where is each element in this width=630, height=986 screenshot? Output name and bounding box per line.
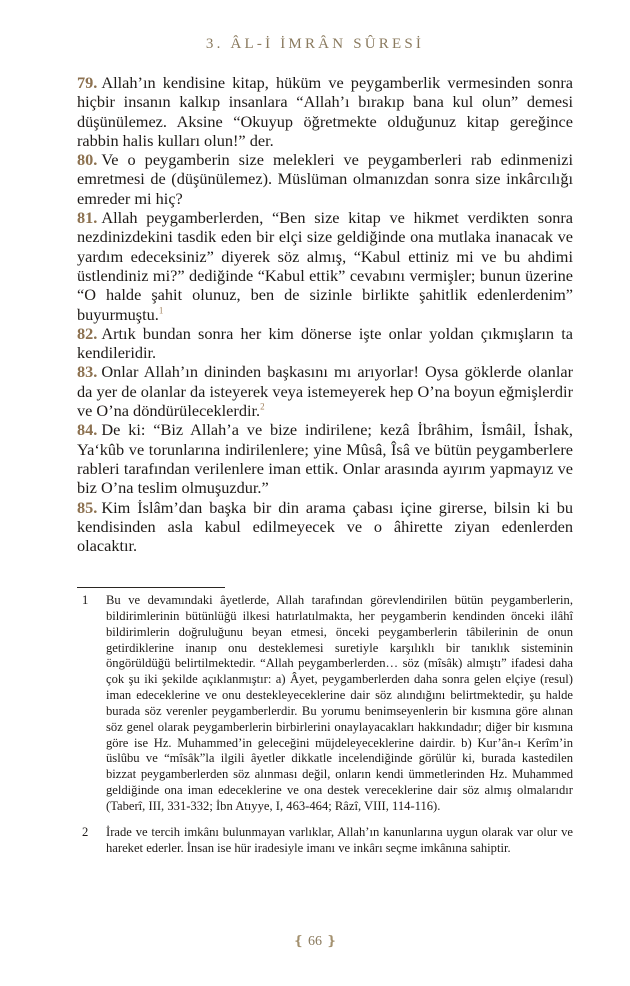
verse-text: De ki: “Biz Allah’a ve bize indirilene; kezâ İbrâhim, İsmâil, İshak, Ya‘kûb ve torunlarına indirilenlere; yine Mûsâ, Îsâ ve bütün peygamberlere rableri tarafından verilenlere iman ettik. Onlar arasında ayırım yapmayız ve biz O’na teslim olmuşuzdur.”	[77, 420, 573, 498]
verse-text: Allah’ın kendisine kitap, hüküm ve peygamberlik vermesinden sonra hiçbir insanın kalkıp insanlara “Allah’ı bırakıp bana kul olun” demesi düşünülemez. Aksine “Okuyup öğretmekte olduğunuz kitap gereğince rabbin halis kulları olun!” der.	[77, 73, 573, 150]
verse-number: 84.	[77, 420, 98, 440]
page-number-value: 66	[308, 934, 322, 949]
running-header: 3. ÂL-İ İMRÂN SÛRESİ	[205, 36, 425, 52]
verse-85	[77, 498, 573, 556]
footnote-text: Bu ve devamındaki âyetlerde, Allah tarafından görevlendirilen bütün peygamberlerin, bildirimlerinin bütünlüğü ilkesi hatırlatılmakta, her peygamberin kendinden önceki ilâhî bildirimlerin doğruluğunu beyan etmesi, önceki peygamberlerin tâbilerinin de onun getirdiklerine inanıp onu desteklemesi suretiyle karşılıklı bir tanıklık sisteminin öngörüldüğü belirtilmektedir. “Allah peygamberlerden… söz (mîsâk) almıştı” ifadesi daha çok şu iki şekilde açıklanmıştır: a) Âyet, peygamberlerden daha sonra gelen elçiye (resul) iman edeceklerine ve onu destekleyeceklerine dair söz alındığını belirtmektedir, şu halde burada söz verenler peygamberlerdir. Bu yorumu benimseyenlerin bir kısmına göre alınan söz genel olarak peygamberlerin birbirlerini onaylayacakları hakkındadır; diğer bir kısmına göre ise Hz. Muhammed’in geleceğini müjdeleyeceklerine dairdir. b) Kur’ân-ı Kerîm’in üslûbu ve “mîsâk”la ilgili âyetler dikkatle incelendiğinde görülür ki, burada kastedilen bizzat peygamberlerden söz alınması değil, onların kendi ümmetlerinden Hz. Muhammed geldiğinde ona iman edeceklerine ve ona destek vereceklerine dair söz almış olmalarıdır (Taberî, III, 331-332; İbn Atıyye, I, 463-464; Râzî, VIII, 114-116).	[106, 593, 573, 813]
verse-text: Artık bundan sonra her kim dönerse işte onlar yoldan çıkmışların ta kendileridir.	[77, 323, 573, 363]
verse-82	[77, 324, 573, 363]
left-ornament-icon: ❴	[293, 933, 304, 948]
page-number	[0, 933, 630, 950]
footnote-divider	[77, 587, 225, 588]
verse-number: 81.	[77, 208, 98, 228]
footnote-2	[77, 825, 573, 857]
verse-83	[77, 362, 573, 420]
verse-number: 82.	[77, 323, 98, 343]
verse-text: Kim İslâm’dan başka bir din arama çabası içine girerse, bilsin ki bu kendisinden asla kabul edilmeyecek ve o âhirette ziyan edenlerden olacaktır.	[77, 497, 573, 556]
verse-number: 85.	[77, 497, 98, 517]
verse-number: 83.	[77, 362, 98, 382]
footnote-ref-1[interactable]: 1	[158, 305, 164, 316]
verse-list	[77, 73, 573, 555]
verse-text: Onlar Allah’ın dininden başkasını mı arıyorlar! Oysa göklerde olanlar da yer de olanlar da isteyerek veya istemeyerek hep O’na boyun eğmişlerdir ve O’na döndürüleceklerdir.	[77, 362, 573, 421]
verse-text: Ve o peygamberin size melekleri ve peygamberleri rab edinmenizi emretmesi de (düşünülemez). Müslüman olmanızdan sonra size inkârcılığı emreder mi hiç?	[77, 150, 573, 208]
verse-81	[77, 208, 573, 324]
footnote-1	[77, 593, 573, 815]
verse-80	[77, 150, 573, 208]
right-ornament-icon: ❵	[326, 933, 337, 948]
footnote-number: 1	[82, 593, 89, 607]
verse-text: Allah peygamberlerden, “Ben size kitap ve hikmet verdikten sonra nezdinizdekini tasdik eden bir elçi size geldiğinde ona mutlaka inanacak ve yardım edeceksiniz” diyerek söz almış, “Kabul ettiniz mi ve bu ahdimi üstlendiniz mi?” dediğinde “Kabul ettik” cevabını vermişler; bunun üzerine “O halde şahit olunuz, ben de sizinle birlikte şahitlik edenlerdenim” buyurmuştu.	[77, 208, 573, 324]
footnote-number: 2	[82, 824, 89, 839]
verse-79	[77, 73, 573, 150]
verse-84	[77, 420, 573, 497]
verse-number: 80.	[77, 150, 98, 170]
verse-number: 79.	[77, 73, 98, 92]
footnote-ref-2[interactable]: 2	[260, 401, 265, 412]
footnote-text: İrade ve tercih imkânı bulunmayan varlıklar, Allah’ın kanunlarına uygun olarak var olur ve hareket ederler. İnsan ise hür iradesiyle imanı ve inkârı seçme imkânına sahiptir.	[106, 824, 573, 855]
footnotes	[77, 593, 573, 867]
